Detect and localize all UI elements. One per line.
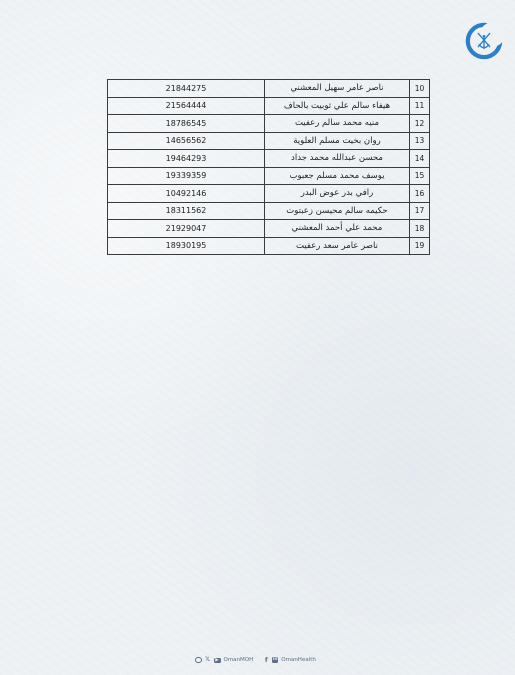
row-phone: 18786545 <box>108 115 265 133</box>
table-row <box>108 80 430 98</box>
table-row <box>108 97 430 115</box>
table-row <box>108 220 430 238</box>
row-phone: 19464293 <box>108 150 265 168</box>
row-phone: 19339359 <box>108 167 265 185</box>
row-number: 12 <box>410 115 430 133</box>
footer-handle-left[interactable]: OmanMOH <box>223 657 254 663</box>
row-phone: 18311562 <box>108 202 265 220</box>
facebook-icon[interactable]: f <box>264 656 268 664</box>
row-number: 19 <box>410 237 430 255</box>
footer-handle-right[interactable]: OmanHealth <box>281 657 316 663</box>
row-name: منيه محمد سالم رعفيت <box>265 115 410 133</box>
row-name: محمد علي أحمد المعشني <box>265 220 410 238</box>
table-row <box>108 115 430 133</box>
footer <box>195 655 316 665</box>
ministry-logo-icon <box>465 22 503 60</box>
row-number: 15 <box>410 167 430 185</box>
linkedin-icon[interactable]: in <box>272 657 278 662</box>
table-row <box>108 202 430 220</box>
table-row <box>108 167 430 185</box>
row-name: حكيمه سالم محيسن زعبتوت <box>265 202 410 220</box>
row-phone: 18930195 <box>108 237 265 255</box>
row-name: محسن عبدالله محمد جداد <box>265 150 410 168</box>
row-phone: 21929047 <box>108 220 265 238</box>
row-name: روان بخيت مسلم العلوية <box>265 132 410 150</box>
table-row <box>108 132 430 150</box>
row-name: هيفاء سالم علي ثوبيت بالحاف <box>265 97 410 115</box>
table-row <box>108 237 430 255</box>
row-number: 11 <box>410 97 430 115</box>
row-name: يوسف محمد مسلم جعبوب <box>265 167 410 185</box>
row-name: رافي بدر عوض البدر <box>265 185 410 203</box>
row-name: ناصر عامر سعد رعفيت <box>265 237 410 255</box>
row-phone: 10492146 <box>108 185 265 203</box>
row-name: ناصر عامر سهيل المعشني <box>265 80 410 98</box>
row-number: 17 <box>410 202 430 220</box>
row-phone: 14656562 <box>108 132 265 150</box>
youtube-icon[interactable]: ▶ <box>215 657 219 663</box>
table-row <box>108 185 430 203</box>
row-phone: 21844275 <box>108 80 265 98</box>
instagram-icon[interactable] <box>195 657 202 664</box>
names-table <box>107 79 430 255</box>
row-number: 13 <box>410 132 430 150</box>
row-number: 14 <box>410 150 430 168</box>
row-phone: 21564444 <box>108 97 265 115</box>
row-number: 18 <box>410 220 430 238</box>
table-row <box>108 150 430 168</box>
row-number: 16 <box>410 185 430 203</box>
row-number: 10 <box>410 80 430 98</box>
x-icon[interactable]: 𝕏 <box>205 656 210 663</box>
